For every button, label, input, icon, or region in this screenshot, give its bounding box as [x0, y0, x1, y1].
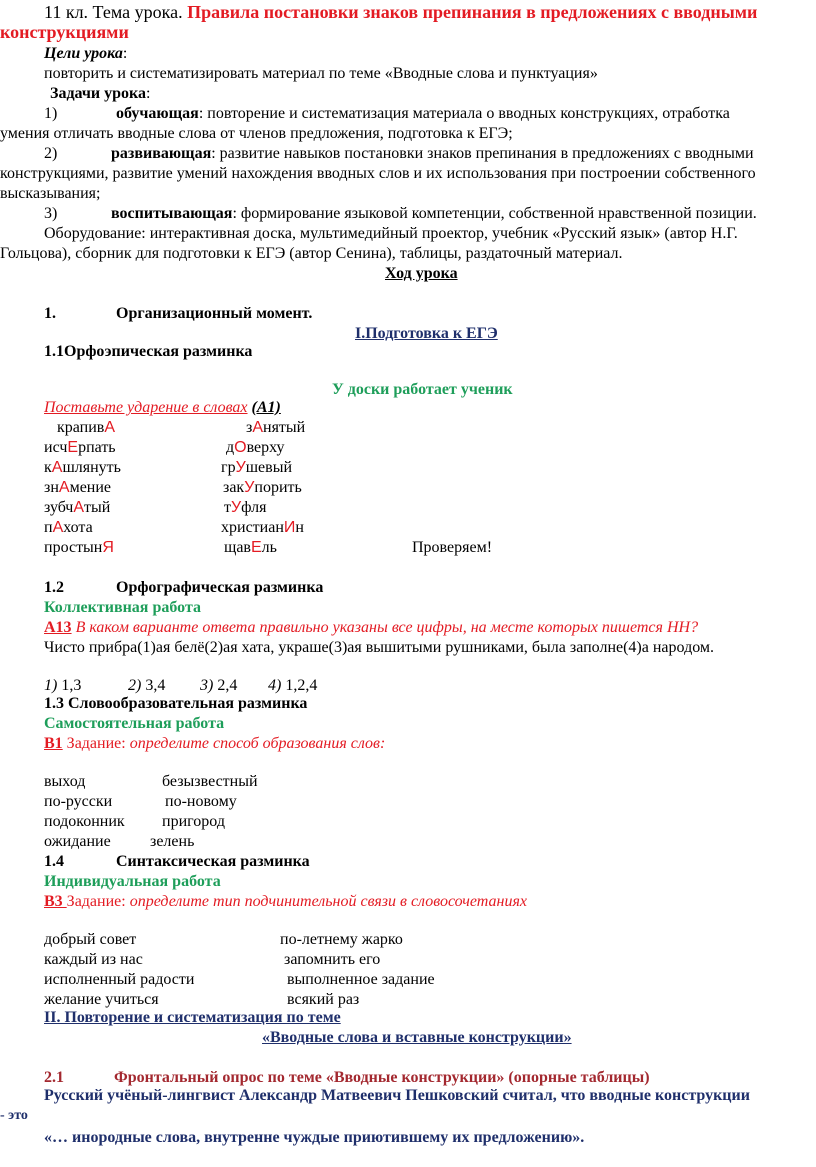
task-item-1-cont: умения отличать вводные слова от членов предложения, подготовка к ЕГЭ;: [0, 125, 513, 142]
section-1-3-heading: 1.3 Словообразовательная разминка: [44, 695, 308, 712]
task-b3: [44, 892, 527, 912]
task-text: определите способ образования слов:: [129, 735, 386, 752]
task-label: Задание:: [62, 735, 130, 752]
word-left: выход: [44, 773, 86, 790]
word-part: простын: [44, 539, 103, 556]
stress-word: [44, 498, 110, 518]
word-right: запомнить его: [284, 951, 381, 968]
tasks-heading: [50, 84, 150, 104]
class-prefix: 11 кл. Тема урока.: [44, 2, 183, 22]
answer-options: [44, 676, 317, 696]
stress-word: [224, 538, 277, 558]
stress-word: [57, 418, 115, 438]
word-part: верху: [246, 439, 285, 456]
stress-word: [226, 438, 285, 458]
part-2-heading: II. Повторение и систематизация по теме: [44, 1009, 341, 1026]
stressed-vowel: И: [283, 519, 296, 536]
stressed-vowel: У: [231, 499, 242, 516]
section-title: Организационный момент.: [116, 305, 313, 322]
stress-task-text: Поставьте ударение в словах: [44, 399, 248, 416]
word-right: пригород: [162, 813, 225, 830]
word-part: мение: [69, 479, 112, 496]
word-part: фля: [241, 499, 267, 516]
stressed-vowel: Е: [250, 539, 262, 556]
section-num: 1.4: [44, 853, 64, 870]
part-2-topic: «Вводные слова и вставные конструкции»: [262, 1029, 572, 1046]
word-part: з: [246, 419, 253, 436]
word-part: христиан: [221, 519, 284, 536]
task-item-2-cont: конструкциями, развитие умений нахождения вводных слов и их использования при построении собственного: [0, 165, 756, 182]
stressed-vowel: А: [73, 499, 85, 516]
section-2-1-heading: [44, 1068, 650, 1088]
word-part: тый: [84, 499, 111, 516]
colon: :: [146, 85, 151, 102]
stress-word: [44, 438, 116, 458]
stress-word: [44, 458, 121, 478]
option-value: 2,4: [213, 677, 238, 694]
word-part: д: [226, 439, 235, 456]
section-num: 2.1: [44, 1069, 64, 1086]
work-mode: Самостоятельная работа: [44, 715, 225, 732]
peshkovsky-line: Русский учёный-лингвист Александр Матвеевич Пешковский считал, что вводные конструкции: [44, 1087, 750, 1104]
word-left: по-русски: [44, 793, 113, 810]
stress-word: [224, 498, 266, 518]
stressed-vowel: А: [104, 419, 116, 436]
lesson-topic-cont: конструкциями: [0, 22, 129, 42]
lesson-flow-heading: Ход урока: [385, 265, 458, 282]
word-part: щав: [224, 539, 251, 556]
option-num: 3): [200, 677, 214, 694]
word-part: хота: [63, 519, 93, 536]
stress-word: [246, 418, 305, 438]
option-num: 2): [128, 677, 142, 694]
word-left: каждый из нас: [44, 951, 143, 968]
task-kind: обучающая: [116, 105, 199, 122]
option-value: 1,3: [57, 677, 82, 694]
stressed-vowel: О: [234, 439, 247, 456]
stressed-vowel: Я: [102, 539, 114, 556]
option-value: 3,4: [141, 677, 166, 694]
word-part: нятый: [263, 419, 306, 436]
task-item-3: [44, 204, 757, 224]
word-part: ль: [261, 539, 277, 556]
task-item-2: [44, 144, 754, 164]
goals-text: повторить и систематизировать материал по теме «Вводные слова и пунктуация»: [44, 65, 598, 82]
equipment-line1: Оборудование: интерактивная доска, мультимедийный проектор, учебник «Русский язык» (автор Н.Г.: [44, 225, 738, 242]
word-part: зак: [223, 479, 245, 496]
task-code: В3: [44, 893, 67, 910]
task-text: : формирование языковой компетенции, собственной нравственной позиции.: [232, 205, 757, 222]
word-part: рпать: [78, 439, 116, 456]
word-part: зубч: [44, 499, 74, 516]
task-code: (А1): [251, 399, 281, 416]
task-kind: развивающая: [111, 145, 212, 162]
colon: :: [122, 45, 128, 62]
stressed-vowel: А: [51, 459, 63, 476]
word-part: н: [295, 519, 304, 536]
option-num: 1): [44, 677, 58, 694]
stress-word: [221, 458, 292, 478]
stress-word: [223, 478, 302, 498]
word-left: желание учиться: [44, 991, 159, 1008]
lesson-topic: Правила постановки знаков препинания в предложениях с вводными: [187, 2, 758, 22]
word-part: зн: [44, 479, 59, 496]
word-right: всякий раз: [287, 991, 360, 1008]
stressed-vowel: А: [52, 519, 64, 536]
task-text: определите тип подчинительной связи в словосочетаниях: [129, 893, 527, 910]
part-1-heading: I.Подготовка к ЕГЭ: [355, 325, 498, 342]
answer-option: [128, 676, 200, 696]
word-part: крапив: [57, 419, 105, 436]
stress-word: [44, 518, 93, 538]
stressed-vowel: А: [252, 419, 263, 436]
section-title: Орфографическая разминка: [116, 579, 324, 596]
stressed-vowel: Е: [67, 439, 79, 456]
peshkovsky-quote: «… инородные слова, внутренне чуждые приютившему их предложению».: [44, 1129, 585, 1146]
work-mode: Коллективная работа: [44, 599, 201, 616]
topic-line: [44, 2, 757, 22]
section-num: 1.: [44, 305, 56, 322]
stress-word: [44, 478, 111, 498]
section-1-4-heading: [44, 852, 310, 872]
word-part: к: [44, 459, 52, 476]
task-num: 3): [44, 205, 58, 222]
word-part: шевый: [245, 459, 293, 476]
goals-label: Цели урока: [44, 45, 123, 62]
task-label: Задание:: [66, 893, 130, 910]
word-right: зелень: [150, 833, 195, 850]
task-code: А13: [44, 619, 72, 636]
section-title: Фронтальный опрос по теме «Вводные конструкции» (опорные таблицы): [114, 1069, 650, 1086]
stress-word: [44, 538, 114, 558]
check-label: Проверяем!: [412, 539, 493, 556]
word-right: выполненное задание: [287, 971, 435, 988]
task-code: В1: [44, 735, 63, 752]
task-text: : повторение и систематизация материала о вводных конструкциях, отработка: [198, 105, 730, 122]
stress-word: [221, 518, 304, 538]
tasks-label: Задачи урока: [50, 85, 147, 102]
word-right: безызвестный: [162, 773, 258, 790]
answer-option: [200, 676, 268, 696]
question-text: В каком варианте ответа правильно указаны все цифры, на месте которых пишется НН?: [71, 619, 699, 636]
word-right: по-новому: [165, 793, 237, 810]
task-num: 2): [44, 145, 58, 162]
word-left: добрый совет: [44, 931, 137, 948]
section-1-1-heading: 1.1Орфоэпическая разминка: [44, 343, 253, 360]
stressed-vowel: А: [58, 479, 70, 496]
word-left: ожидание: [44, 833, 111, 850]
option-value: 1,2,4: [281, 677, 318, 694]
word-part: порить: [254, 479, 302, 496]
word-left: подоконник: [44, 813, 125, 830]
stressed-vowel: У: [235, 459, 246, 476]
stress-task: [44, 398, 281, 418]
word-part: исч: [44, 439, 68, 456]
word-right: по-летнему жарко: [280, 931, 403, 948]
answer-option: [44, 676, 128, 696]
word-part: п: [44, 519, 53, 536]
option-num: 4): [268, 677, 282, 694]
word-part: гр: [221, 459, 236, 476]
stressed-vowel: У: [244, 479, 255, 496]
goals-heading: [44, 44, 127, 64]
task-item-2-cont2: высказывания;: [0, 185, 101, 202]
word-part: т: [224, 499, 231, 516]
work-mode: Индивидуальная работа: [44, 873, 221, 890]
board-note: У доски работает ученик: [332, 381, 513, 398]
equipment-line2: Гольцова), сборник для подготовки к ЕГЭ (автор Сенина), таблицы, раздаточный материал.: [0, 245, 623, 262]
section-num: 1.2: [44, 579, 64, 596]
word-part: шлянуть: [62, 459, 121, 476]
task-num: 1): [44, 105, 58, 122]
task-kind: воспитывающая: [111, 205, 233, 222]
peshkovsky-line-cont: - это: [0, 1108, 28, 1123]
task-text: : развитие навыков постановки знаков препинания в предложениях с вводными: [211, 145, 754, 162]
section-title: Синтаксическая разминка: [116, 853, 310, 870]
answer-option: [268, 676, 317, 696]
question-sentence: Чисто прибра(1)ая белё(2)ая хата, украше(3)ая вышитыми рушниками, была заполне(4)а народом.: [44, 639, 715, 656]
section-1-2-heading: [44, 578, 323, 598]
word-left: исполненный радости: [44, 971, 195, 988]
task-b1: [44, 734, 385, 754]
task-item-1: [44, 104, 730, 124]
question-a13: [44, 618, 698, 638]
section-1-heading: [44, 304, 312, 324]
